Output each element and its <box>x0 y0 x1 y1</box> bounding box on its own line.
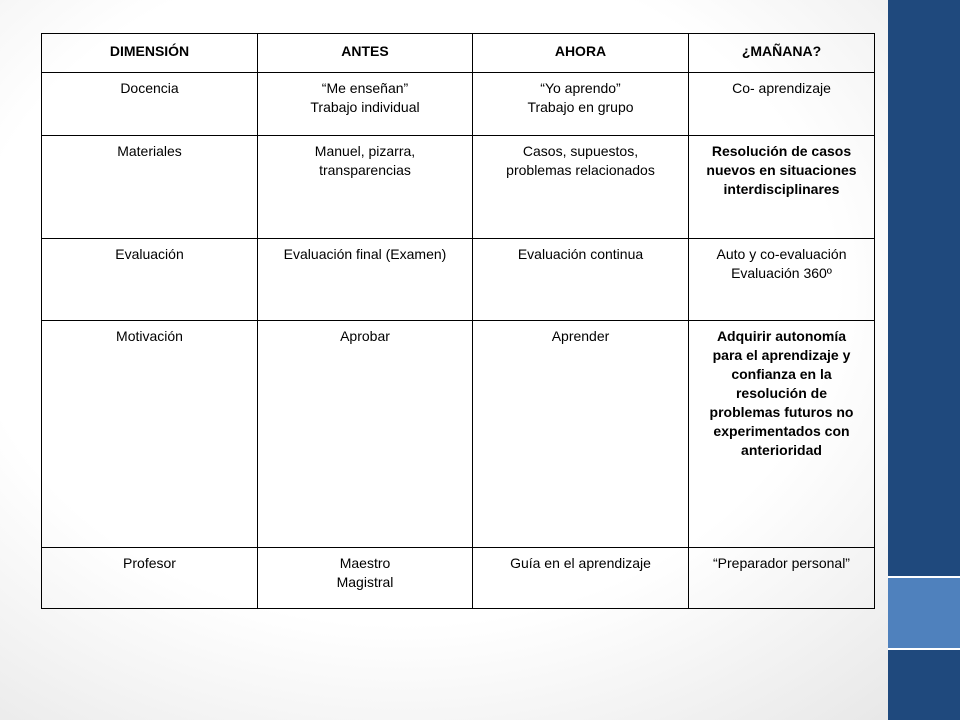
cell-manana <box>689 321 875 548</box>
band-accent-block <box>888 578 960 648</box>
cell-text: Magistral <box>336 574 394 590</box>
table-row <box>42 321 875 548</box>
cell-manana <box>689 73 875 136</box>
cell-antes <box>258 548 473 609</box>
cell-ahora <box>473 239 689 321</box>
cell-text: Aprender <box>551 328 610 344</box>
cell-text: interdisciplinares <box>723 181 840 197</box>
cell-dimension <box>42 136 258 239</box>
cell-text: “Me enseñan” <box>321 80 409 96</box>
cell-text: Profesor <box>123 555 176 571</box>
cell-text: Guía en el aprendizaje <box>510 555 651 571</box>
cell-text: Evaluación final (Examen) <box>283 246 447 262</box>
cell-antes <box>258 136 473 239</box>
cell-text: nuevos en situaciones <box>706 162 857 178</box>
cell-text: experimentados con <box>713 423 850 439</box>
cell-ahora <box>473 136 689 239</box>
cell-text: transparencias <box>319 162 411 178</box>
cell-dimension <box>42 548 258 609</box>
cell-text: Co- aprendizaje <box>732 80 831 96</box>
cell-text: problemas relacionados <box>506 162 655 178</box>
cell-text: Evaluación <box>115 246 184 262</box>
cell-text: Auto y co-evaluación <box>716 246 847 262</box>
cell-manana <box>689 239 875 321</box>
cell-manana <box>689 548 875 609</box>
header-ahora: AHORA <box>473 34 689 73</box>
cell-text: resolución de <box>735 385 828 401</box>
cell-text: Maestro <box>339 555 391 571</box>
cell-text: confianza en la <box>731 366 832 382</box>
cell-text: problemas futuros no <box>709 404 854 420</box>
table-row <box>42 73 875 136</box>
cell-text: Casos, supuestos, <box>522 143 639 159</box>
cell-text: Evaluación 360º <box>731 265 832 281</box>
cell-dimension <box>42 239 258 321</box>
cell-ahora <box>473 548 689 609</box>
cell-text: Resolución de casos <box>711 143 852 159</box>
band-divider-bottom <box>888 648 960 650</box>
cell-antes <box>258 73 473 136</box>
cell-dimension <box>42 321 258 548</box>
cell-text: “Preparador personal” <box>713 555 850 571</box>
cell-text: Docencia <box>120 80 179 96</box>
table-header-row <box>42 34 875 73</box>
cell-text: “Yo aprendo” <box>540 80 621 96</box>
cell-dimension <box>42 73 258 136</box>
table-row <box>42 548 875 609</box>
cell-text: Trabajo en grupo <box>527 99 634 115</box>
cell-text: Manuel, pizarra, <box>314 143 416 159</box>
header-dimension: DIMENSIÓN <box>42 34 258 73</box>
cell-text: anterioridad <box>741 442 822 458</box>
cell-text: Evaluación continua <box>517 246 644 262</box>
cell-ahora <box>473 73 689 136</box>
cell-text: Motivación <box>116 328 183 344</box>
side-decoration-band <box>888 0 960 720</box>
cell-text: Materiales <box>117 143 182 159</box>
cell-text: Adquirir autonomía <box>716 328 847 344</box>
cell-text: Aprobar <box>340 328 390 344</box>
cell-ahora <box>473 321 689 548</box>
header-antes: ANTES <box>258 34 473 73</box>
cell-antes <box>258 321 473 548</box>
table-row <box>42 136 875 239</box>
cell-antes <box>258 239 473 321</box>
comparison-table <box>41 33 875 609</box>
header-manana: ¿MAÑANA? <box>689 34 875 73</box>
cell-text: Trabajo individual <box>310 99 420 115</box>
cell-text: para el aprendizaje y <box>712 347 851 363</box>
cell-manana <box>689 136 875 239</box>
table-row <box>42 239 875 321</box>
